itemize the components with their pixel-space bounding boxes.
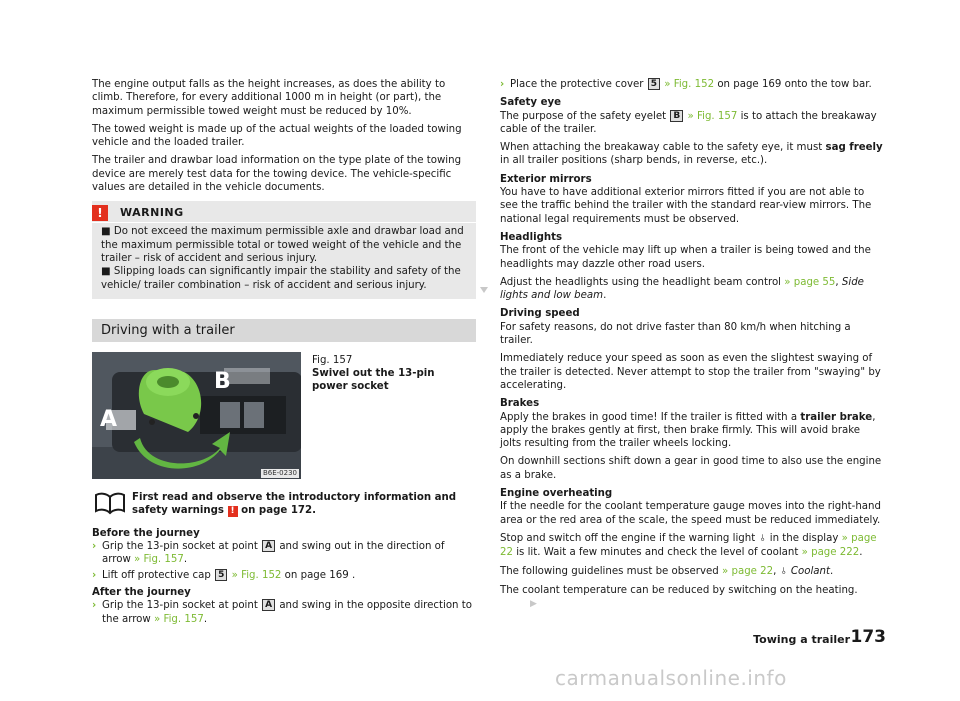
step-item: › Grip the 13-pin socket at point A and swing out in the direction of arrow » Fig. 157.: [92, 541, 445, 566]
page-number: 173: [850, 627, 886, 647]
end-of-section-icon: [480, 287, 488, 293]
before-journey-heading: Before the journey: [92, 527, 200, 539]
figure-157: [92, 352, 476, 479]
step-item: › Place the protective cover 5 » Fig. 152 on page 169 onto the tow bar.: [500, 79, 872, 90]
footer-chapter: Towing a trailer: [753, 633, 850, 646]
label-box-a: A: [262, 540, 275, 552]
page-link[interactable]: » page 55: [784, 276, 836, 288]
chevron-right-icon: ›: [92, 600, 97, 612]
safety-eye-paragraph: Safety eye The purpose of the safety eyelet B » Fig. 157 is to attach the breakaway cable of the trailer.: [500, 97, 877, 135]
page-link[interactable]: » page 222: [801, 547, 860, 559]
headlights-paragraph: Headlights The front of the vehicle may lift up when a trailer is being towed and the headlights may dazzle other road users.: [500, 231, 871, 270]
figure-caption: [312, 354, 472, 394]
stop-paragraph: Stop and switch off the engine if the warning light ⫰ in the display » page 22 is lit. Wait a few minutes and check the level of coolant » page 222.: [500, 532, 877, 559]
subheading: Driving speed: [500, 308, 580, 320]
continue-arrow-icon: ▶: [530, 599, 537, 610]
read-first-page: on page 172.: [241, 505, 316, 517]
section-header: [92, 319, 476, 342]
chevron-right-icon: ›: [92, 541, 97, 553]
coolant-paragraph: The coolant temperature can be reduced by switching on the heating. ▶: [500, 584, 858, 610]
page-link[interactable]: » page 22: [722, 565, 774, 577]
warning-header: [92, 205, 476, 221]
label-box-5: 5: [648, 78, 660, 90]
coolant-temperature-icon: ⫰: [781, 566, 786, 577]
warning-title: WARNING: [120, 206, 184, 220]
fig-link[interactable]: » Fig. 152: [664, 79, 715, 90]
page-link[interactable]: » page 22: [500, 532, 877, 559]
paragraph: The trailer and drawbar load information on the type plate of the towing device are merely test data for the towing device. The vehicle-specific values are detailed in the vehicle documents.: [92, 155, 462, 194]
fig-link[interactable]: » Fig. 157: [134, 554, 184, 566]
warning-icon-inline: !: [228, 506, 238, 517]
paragraph: The towed weight is made up of the actual weights of the loaded towing vehicle and the loaded trailer.: [92, 123, 462, 149]
paragraph: The engine output falls as the height increases, as does the ability to climb. Therefore, for every additional 1000 m in height (or part), the maximum permissible towed weight must be reduced by 10%.: [92, 79, 446, 117]
fig-link[interactable]: » Fig. 157: [687, 110, 738, 122]
step-item: › Grip the 13-pin socket at point A and swing in the opposite direction to the arrow » Fig. 157.: [92, 600, 472, 625]
read-first-note: [92, 491, 476, 519]
subheading: Engine overheating: [500, 488, 613, 500]
fig-link[interactable]: » Fig. 152: [231, 569, 282, 581]
reduce-paragraph: Immediately reduce your speed as soon as even the slightest swaying of the trailer is detected. Never attempt to stop the trailer from "swaying" by accelerating.: [500, 353, 881, 391]
right-column: [500, 78, 884, 616]
warning-item: ■ Do not exceed the maximum permissible axle and drawbar load and the maximum permissible total or towed weight of the vehicle and the trailer – risk of accident and serious injury.: [101, 226, 464, 264]
fig-link[interactable]: » Fig. 157: [154, 613, 204, 625]
downhill-paragraph: On downhill sections shift down a gear in good time to also use the engine as a brake.: [500, 456, 882, 481]
label-box-a: A: [262, 599, 275, 611]
socket-illustration: [92, 352, 301, 479]
subheading: Exterior mirrors: [500, 173, 592, 185]
read-first-text: First read and observe the introductory information and safety warnings: [132, 491, 457, 517]
warning-box: [92, 201, 476, 298]
figure-letter-a: A: [100, 406, 118, 432]
book-icon: [94, 491, 126, 515]
adjust-paragraph: Adjust the headlights using the headlight beam control » page 55, Side lights and low beam.: [500, 276, 864, 302]
warning-item: ■ Slipping loads can significantly impair the stability and safety of the vehicle/ trailer combination – risk of accident and serious injury.: [101, 266, 461, 291]
subheading: Headlights: [500, 231, 563, 243]
watermark: carmanualsonline.info: [555, 666, 787, 690]
divider: [92, 222, 476, 223]
cable-paragraph: When attaching the breakaway cable to the safety eye, it must sag freely in all trailer positions (sharp bends, in reverse, etc.).: [500, 142, 883, 167]
brakes-paragraph: Brakes Apply the brakes in good time! If the trailer is fitted with a trailer brake, apply the brakes gently at first, then brake firmly. This will avoid brake jolts resulting from the trailer wheels locking.: [500, 398, 876, 450]
figure-letter-b: B: [214, 368, 231, 394]
guidelines-paragraph: The following guidelines must be observed » page 22, ⫰ Coolant.: [500, 565, 884, 579]
socket-drawing: [92, 352, 301, 479]
mirrors-paragraph: Exterior mirrors You have to have additional exterior mirrors fitted if you are not able to see the traffic behind the trailer with the standard rear-view mirrors. The national legal requirements must be observed.: [500, 173, 872, 225]
figure-code: B6E-0230: [262, 468, 297, 477]
figure-label: Fig. 157: [312, 354, 353, 366]
coolant-temperature-icon: ⫰: [760, 533, 765, 544]
after-journey-heading: After the journey: [92, 587, 191, 599]
chevron-right-icon: ›: [500, 79, 505, 90]
subheading: Brakes: [500, 398, 540, 410]
section-title: Driving with a trailer: [101, 322, 235, 338]
label-box-5: 5: [215, 569, 227, 581]
warning-icon: !: [92, 205, 108, 221]
label-box-b: B: [670, 110, 683, 122]
subheading: Safety eye: [500, 97, 562, 109]
step-item: › Lift off protective cap 5 » Fig. 152 on page 169 .: [92, 569, 356, 581]
overheat-paragraph: Engine overheating If the needle for the coolant temperature gauge moves into the right-hand area or the red area of the scale, the speed must be reduced immediately.: [500, 488, 881, 526]
left-column: [92, 78, 476, 628]
chevron-right-icon: ›: [92, 569, 97, 581]
speed-paragraph: Driving speed For safety reasons, do not drive faster than 80 km/h when hitching a trailer.: [500, 308, 851, 347]
figure-caption-text: Swivel out the 13-pin power socket: [312, 368, 435, 393]
